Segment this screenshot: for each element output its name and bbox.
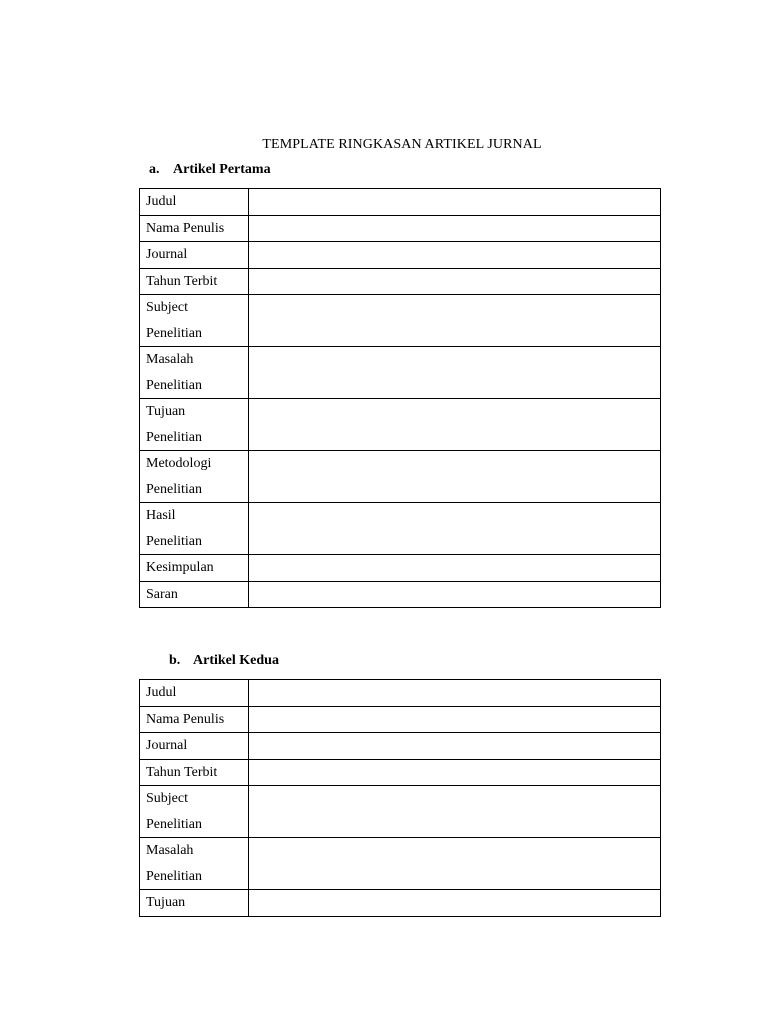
section-marker: a. xyxy=(149,162,160,177)
section-heading-artikel-kedua xyxy=(169,653,279,669)
field-value-cell[interactable] xyxy=(249,890,661,917)
field-label: Masalah Penelitian xyxy=(140,838,249,890)
field-label: Subject Penelitian xyxy=(140,786,249,838)
field-label: Masalah Penelitian xyxy=(140,347,249,399)
field-label: Tujuan xyxy=(140,890,249,917)
field-label: Tujuan Penelitian xyxy=(140,399,249,451)
field-label: Kesimpulan xyxy=(140,555,249,582)
field-value-cell[interactable] xyxy=(249,680,661,707)
table-row xyxy=(140,347,661,399)
field-label: Judul xyxy=(140,189,249,216)
field-label: Subject Penelitian xyxy=(140,295,249,347)
field-value-cell[interactable] xyxy=(249,189,661,216)
field-value-cell[interactable] xyxy=(249,759,661,786)
table-row xyxy=(140,295,661,347)
field-value-cell[interactable] xyxy=(249,706,661,733)
table-row xyxy=(140,242,661,269)
table-row xyxy=(140,555,661,582)
field-value-cell[interactable] xyxy=(249,268,661,295)
section-title: Artikel Kedua xyxy=(193,653,279,668)
field-value-cell[interactable] xyxy=(249,786,661,838)
section-marker: b. xyxy=(169,653,181,668)
field-label: Journal xyxy=(140,242,249,269)
field-value-cell[interactable] xyxy=(249,733,661,760)
table-row xyxy=(140,189,661,216)
table-row xyxy=(140,680,661,707)
table-row xyxy=(140,451,661,503)
table-row xyxy=(140,890,661,917)
table-row xyxy=(140,503,661,555)
field-label: Metodologi Penelitian xyxy=(140,451,249,503)
field-label: Saran xyxy=(140,581,249,608)
field-label: Judul xyxy=(140,680,249,707)
field-value-cell[interactable] xyxy=(249,347,661,399)
table-row xyxy=(140,838,661,890)
field-value-cell[interactable] xyxy=(249,399,661,451)
field-label: Journal xyxy=(140,733,249,760)
table-row xyxy=(140,706,661,733)
document-title: TEMPLATE RINGKASAN ARTIKEL JURNAL xyxy=(262,137,542,152)
section-heading-artikel-pertama xyxy=(149,162,271,178)
table-row xyxy=(140,215,661,242)
field-label: Nama Penulis xyxy=(140,706,249,733)
field-value-cell[interactable] xyxy=(249,555,661,582)
field-label: Nama Penulis xyxy=(140,215,249,242)
table-row xyxy=(140,759,661,786)
field-label: Hasil Penelitian xyxy=(140,503,249,555)
field-value-cell[interactable] xyxy=(249,295,661,347)
summary-table-artikel-pertama xyxy=(139,188,661,608)
field-value-cell[interactable] xyxy=(249,581,661,608)
table-row xyxy=(140,786,661,838)
field-value-cell[interactable] xyxy=(249,215,661,242)
summary-table-artikel-kedua xyxy=(139,679,661,917)
table-row xyxy=(140,399,661,451)
field-value-cell[interactable] xyxy=(249,451,661,503)
field-label: Tahun Terbit xyxy=(140,268,249,295)
table-row xyxy=(140,268,661,295)
section-title: Artikel Pertama xyxy=(173,162,271,177)
field-value-cell[interactable] xyxy=(249,242,661,269)
field-label: Tahun Terbit xyxy=(140,759,249,786)
table-row xyxy=(140,733,661,760)
table-row xyxy=(140,581,661,608)
field-value-cell[interactable] xyxy=(249,838,661,890)
field-value-cell[interactable] xyxy=(249,503,661,555)
